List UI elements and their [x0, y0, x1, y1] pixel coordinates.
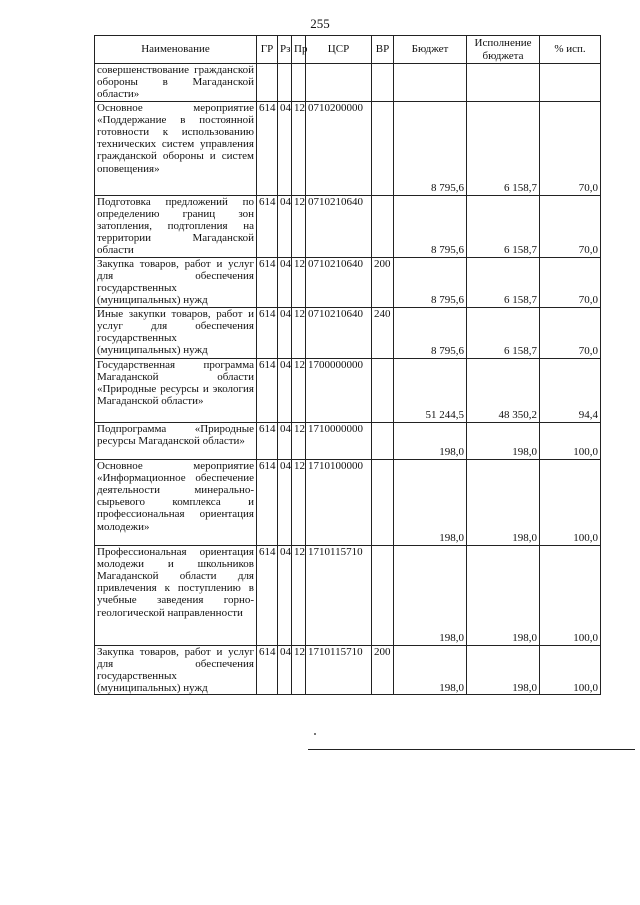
row-vr [372, 358, 394, 422]
table-row [95, 195, 601, 257]
row-csr: 1710100000 [306, 459, 372, 545]
row-pr: 12 [292, 422, 306, 459]
row-csr: 1700000000 [306, 358, 372, 422]
row-pr: 12 [292, 545, 306, 645]
header-csr: ЦСР [306, 36, 372, 64]
header-execution: Исполнение бюджета [467, 36, 540, 64]
table-row [95, 257, 601, 307]
row-rz [278, 64, 292, 102]
row-budget: 8 795,6 [394, 307, 467, 358]
table-row [95, 101, 601, 195]
table-row [95, 422, 601, 459]
header-rz: Рз [278, 36, 292, 64]
header-pr: Пр [292, 36, 306, 64]
row-budget: 8 795,6 [394, 195, 467, 257]
header-vr: ВР [372, 36, 394, 64]
row-csr: 0710210640 [306, 195, 372, 257]
row-name: Закупка товаров, работ и услуг для обеспечения государственных (муниципальных) нужд [95, 257, 257, 307]
page-number: 255 [310, 16, 330, 31]
header-gr: ГР [257, 36, 278, 64]
row-execution: 6 158,7 [467, 257, 540, 307]
table-body [95, 64, 601, 695]
row-pr: 12 [292, 195, 306, 257]
row-name: Основное мероприятие «Поддержание в постоянной готовности к использованию технических систем управления гражданской обороны и систем оповещения» [95, 101, 257, 195]
row-execution [467, 64, 540, 102]
row-execution: 198,0 [467, 545, 540, 645]
table-row [95, 545, 601, 645]
row-budget: 198,0 [394, 422, 467, 459]
row-pct [540, 64, 601, 102]
row-execution: 198,0 [467, 645, 540, 695]
row-execution: 6 158,7 [467, 307, 540, 358]
row-rz: 04 [278, 307, 292, 358]
row-csr: 0710200000 [306, 101, 372, 195]
row-gr: 614 [257, 645, 278, 695]
row-name: Подпрограмма «Природные ресурсы Магаданской области» [95, 422, 257, 459]
header-budget: Бюджет [394, 36, 467, 64]
row-csr: 0710210640 [306, 307, 372, 358]
row-name: Профессиональная ориентация молодежи и школьников Магаданской области для привлечения к поступлению в учебные заведения горно-геологической направленности [95, 545, 257, 645]
row-gr: 614 [257, 307, 278, 358]
header-pct: % исп. [540, 36, 601, 64]
row-pct: 100,0 [540, 459, 601, 545]
row-pct: 70,0 [540, 195, 601, 257]
row-pr: 12 [292, 645, 306, 695]
row-name: Иные закупки товаров, работ и услуг для обеспечения государственных (муниципальных) нужд [95, 307, 257, 358]
row-pr: 12 [292, 101, 306, 195]
table-row [95, 358, 601, 422]
header-row [95, 36, 601, 64]
row-gr: 614 [257, 422, 278, 459]
row-rz: 04 [278, 422, 292, 459]
row-budget: 8 795,6 [394, 257, 467, 307]
row-vr [372, 459, 394, 545]
row-budget: 8 795,6 [394, 101, 467, 195]
row-pct: 70,0 [540, 101, 601, 195]
row-budget: 198,0 [394, 459, 467, 545]
row-pr: 12 [292, 459, 306, 545]
row-pct: 100,0 [540, 545, 601, 645]
row-csr [306, 64, 372, 102]
row-vr [372, 64, 394, 102]
row-vr: 200 [372, 257, 394, 307]
row-vr [372, 195, 394, 257]
row-execution: 198,0 [467, 422, 540, 459]
row-gr: 614 [257, 101, 278, 195]
row-gr: 614 [257, 195, 278, 257]
row-rz: 04 [278, 101, 292, 195]
row-pr [292, 64, 306, 102]
row-rz: 04 [278, 358, 292, 422]
row-csr: 1710115710 [306, 545, 372, 645]
row-rz: 04 [278, 545, 292, 645]
row-pct: 100,0 [540, 645, 601, 695]
row-rz: 04 [278, 459, 292, 545]
row-name: Закупка товаров, работ и услуг для обеспечения государственных (муниципальных) нужд [95, 645, 257, 695]
row-name: Подготовка предложений по определению границ зон затопления, подтопления на территории Магаданской области [95, 195, 257, 257]
row-execution: 198,0 [467, 459, 540, 545]
row-gr: 614 [257, 257, 278, 307]
row-vr [372, 101, 394, 195]
row-gr: 614 [257, 358, 278, 422]
row-pct: 94,4 [540, 358, 601, 422]
row-vr: 240 [372, 307, 394, 358]
table-row [95, 459, 601, 545]
row-gr: 614 [257, 459, 278, 545]
row-budget: 198,0 [394, 545, 467, 645]
row-pct: 100,0 [540, 422, 601, 459]
row-pr: 12 [292, 358, 306, 422]
header-name: Наименование [95, 36, 257, 64]
table-row [95, 307, 601, 358]
footer-divider [308, 749, 635, 750]
row-execution: 48 350,2 [467, 358, 540, 422]
row-budget: 198,0 [394, 645, 467, 695]
row-gr: 614 [257, 545, 278, 645]
row-gr [257, 64, 278, 102]
row-rz: 04 [278, 195, 292, 257]
row-pct: 70,0 [540, 307, 601, 358]
row-pr: 12 [292, 257, 306, 307]
budget-table [94, 35, 601, 695]
row-budget: 51 244,5 [394, 358, 467, 422]
row-budget [394, 64, 467, 102]
table-row [95, 645, 601, 695]
scan-speck [314, 733, 316, 735]
row-pct: 70,0 [540, 257, 601, 307]
row-vr [372, 545, 394, 645]
row-rz: 04 [278, 645, 292, 695]
table-header [95, 36, 601, 64]
row-csr: 0710210640 [306, 257, 372, 307]
row-csr: 1710000000 [306, 422, 372, 459]
row-name: Основное мероприятие «Информационное обеспечение деятельности минерально-сырьевого комплекса и профессиональная ориентация молодежи» [95, 459, 257, 545]
row-execution: 6 158,7 [467, 195, 540, 257]
row-csr: 1710115710 [306, 645, 372, 695]
row-vr [372, 422, 394, 459]
table-row [95, 64, 601, 102]
row-name: совершенствование гражданской обороны в Магаданской области» [95, 64, 257, 102]
row-pr: 12 [292, 307, 306, 358]
row-execution: 6 158,7 [467, 101, 540, 195]
row-rz: 04 [278, 257, 292, 307]
row-vr: 200 [372, 645, 394, 695]
row-name: Государственная программа Магаданской области «Природные ресурсы и экология Магаданской области» [95, 358, 257, 422]
